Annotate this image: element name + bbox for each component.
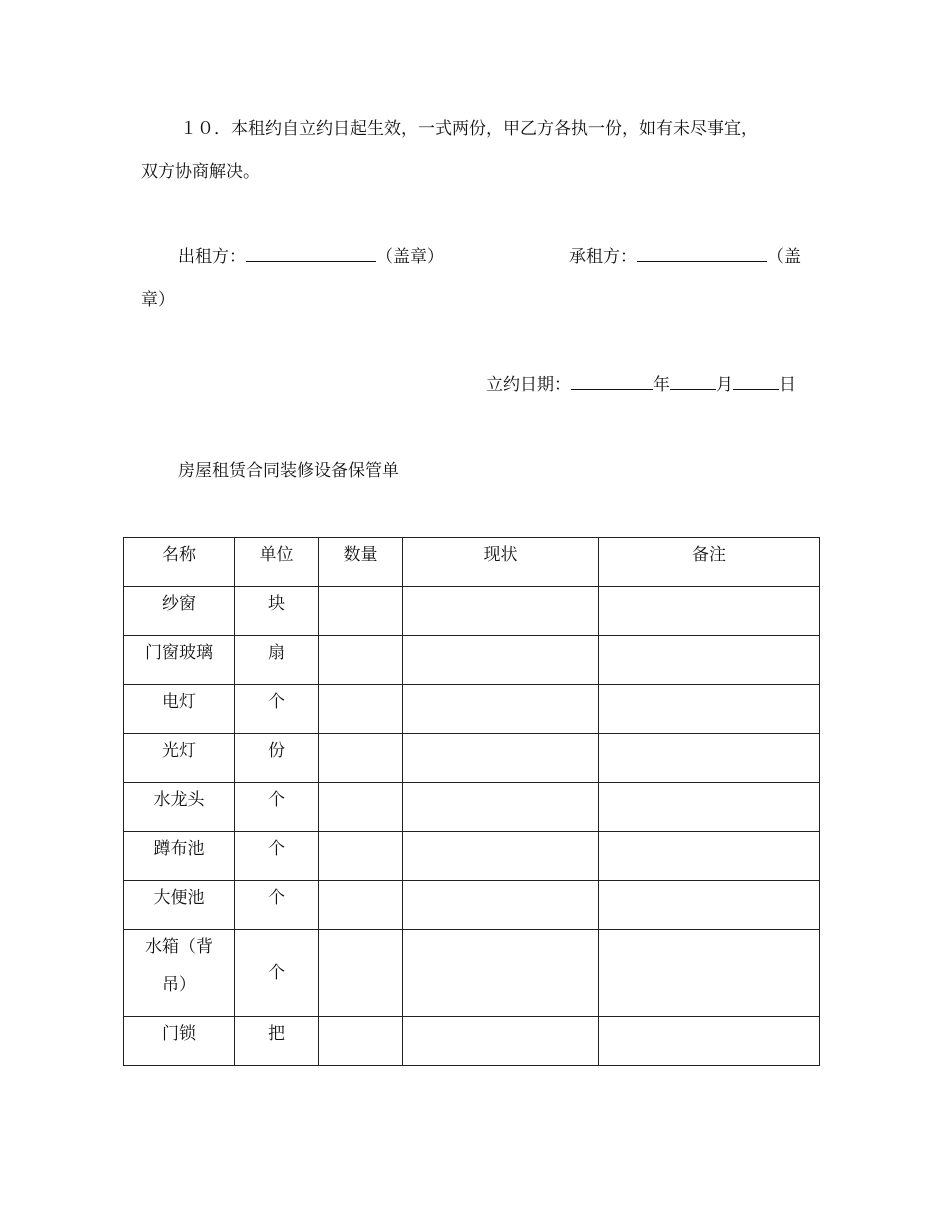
item-quantity-cell[interactable]	[319, 636, 403, 685]
lessor-signature	[178, 242, 444, 267]
item-condition-cell[interactable]	[403, 930, 599, 1017]
day-blank[interactable]	[733, 375, 779, 390]
item-remarks-cell[interactable]	[599, 832, 820, 881]
table-row	[124, 783, 820, 832]
item-condition-cell[interactable]	[403, 783, 599, 832]
item-quantity-cell[interactable]	[319, 1017, 403, 1066]
item-name: 门锁	[124, 1017, 235, 1066]
item-remarks-cell[interactable]	[599, 881, 820, 930]
header-condition: 现状	[403, 538, 599, 587]
equipment-table	[123, 537, 820, 1066]
item-unit: 个	[235, 930, 319, 1017]
table-row	[124, 1017, 820, 1066]
item-unit: 扇	[235, 636, 319, 685]
clause-10-line1: １０．本租约自立约日起生效，一式两份，甲乙方各执一份，如有未尽事宜，	[180, 119, 758, 139]
item-name: 门窗玻璃	[124, 636, 235, 685]
item-condition-cell[interactable]	[403, 881, 599, 930]
item-name: 蹲布池	[124, 832, 235, 881]
table-row	[124, 685, 820, 734]
item-name: 水龙头	[124, 783, 235, 832]
lessee-blank[interactable]	[637, 247, 767, 262]
item-remarks-cell[interactable]	[599, 734, 820, 783]
table-title: 房屋租赁合同装修设备保管单	[178, 461, 399, 481]
table-row	[124, 881, 820, 930]
table-row	[124, 832, 820, 881]
table-row	[124, 930, 820, 1017]
item-quantity-cell[interactable]	[319, 734, 403, 783]
header-unit: 单位	[235, 538, 319, 587]
lessee-signature	[569, 242, 801, 267]
item-condition-cell[interactable]	[403, 1017, 599, 1066]
item-name-line2: 吊）	[162, 975, 196, 995]
item-name: 大便池	[124, 881, 235, 930]
header-quantity: 数量	[319, 538, 403, 587]
item-remarks-cell[interactable]	[599, 783, 820, 832]
item-quantity-cell[interactable]	[319, 587, 403, 636]
header-name: 名称	[124, 538, 235, 587]
year-blank[interactable]	[571, 375, 653, 390]
item-condition-cell[interactable]	[403, 587, 599, 636]
day-label: 日	[779, 375, 796, 395]
header-remarks: 备注	[599, 538, 820, 587]
item-quantity-cell[interactable]	[319, 930, 403, 1017]
clause-10-line2: 双方协商解决。	[141, 162, 260, 182]
lessee-seal-part1: （盖	[767, 247, 801, 267]
item-unit: 个	[235, 881, 319, 930]
item-condition-cell[interactable]	[403, 685, 599, 734]
table-row	[124, 587, 820, 636]
lessor-label: 出租方：	[178, 247, 246, 267]
item-remarks-cell[interactable]	[599, 587, 820, 636]
item-unit: 个	[235, 832, 319, 881]
item-name	[124, 930, 235, 1017]
item-unit: 份	[235, 734, 319, 783]
item-name: 电灯	[124, 685, 235, 734]
item-quantity-cell[interactable]	[319, 881, 403, 930]
item-quantity-cell[interactable]	[319, 685, 403, 734]
year-label: 年	[653, 375, 670, 395]
item-unit: 个	[235, 685, 319, 734]
contract-date	[486, 370, 796, 395]
lessor-seal: （盖章）	[376, 247, 444, 267]
item-remarks-cell[interactable]	[599, 636, 820, 685]
table-header-row	[124, 538, 820, 587]
item-condition-cell[interactable]	[403, 734, 599, 783]
item-name: 光灯	[124, 734, 235, 783]
item-unit: 个	[235, 783, 319, 832]
item-name-line1: 水箱（背	[145, 937, 213, 957]
item-condition-cell[interactable]	[403, 636, 599, 685]
item-remarks-cell[interactable]	[599, 1017, 820, 1066]
table-row	[124, 636, 820, 685]
month-blank[interactable]	[670, 375, 716, 390]
date-label: 立约日期：	[486, 375, 571, 395]
lessee-label: 承租方：	[569, 247, 637, 267]
item-name: 纱窗	[124, 587, 235, 636]
item-quantity-cell[interactable]	[319, 783, 403, 832]
month-label: 月	[716, 375, 733, 395]
item-condition-cell[interactable]	[403, 832, 599, 881]
item-quantity-cell[interactable]	[319, 832, 403, 881]
item-remarks-cell[interactable]	[599, 685, 820, 734]
item-unit: 把	[235, 1017, 319, 1066]
item-remarks-cell[interactable]	[599, 930, 820, 1017]
lessee-seal-part2: 章）	[141, 290, 175, 310]
lessor-blank[interactable]	[246, 247, 376, 262]
item-unit: 块	[235, 587, 319, 636]
table-row	[124, 734, 820, 783]
